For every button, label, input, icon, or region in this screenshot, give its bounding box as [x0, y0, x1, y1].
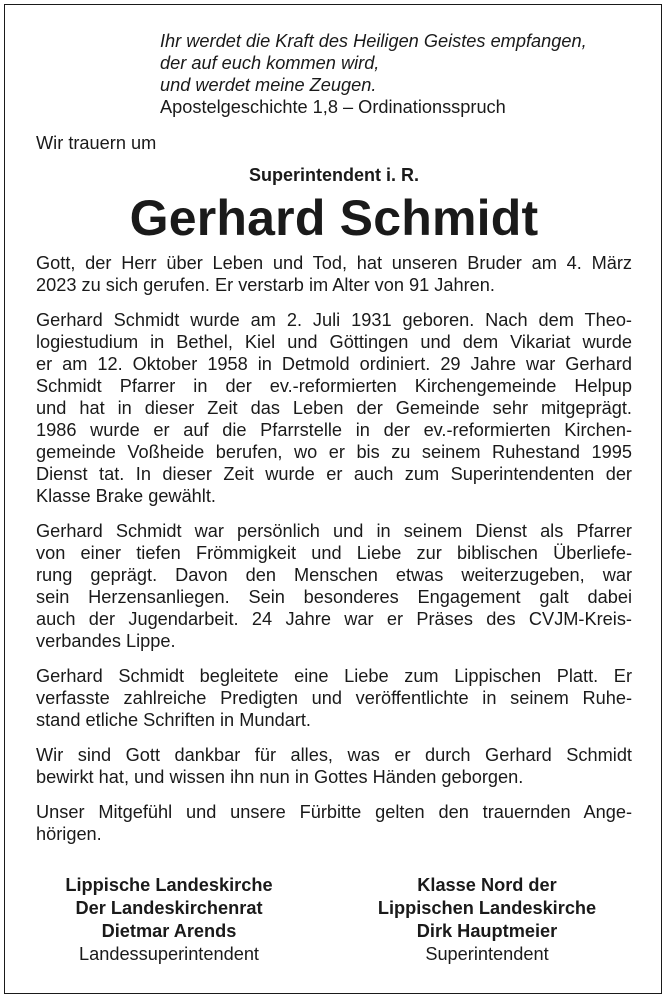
text-line: bewirkt hat, und wissen ihn nun in Gottes Händen geborgen. — [36, 767, 524, 787]
text-line: von einer tiefen Frömmigkeit und Liebe zur biblischen Überliefe- — [36, 543, 632, 563]
paragraph — [36, 665, 632, 731]
text-line: Wir sind Gott dankbar für alles, was er durch Gerhard Schmidt — [36, 745, 632, 765]
signature-org: Klasse Nord der — [417, 875, 557, 895]
text-line: Dienst tat. In dieser Zeit wurde er auch zum Superintendenten der — [36, 464, 632, 484]
text-line: hörigen. — [36, 824, 102, 844]
deceased-name: Gerhard Schmidt — [129, 190, 539, 246]
text-line: er am 12. Oktober 1958 in Detmold ordiniert. 29 Jahre war Gerhard — [36, 354, 632, 374]
signature-role: Superintendent — [425, 944, 549, 964]
text-line: Gerhard Schmidt begleitete eine Liebe zum Lippischen Platt. Er — [36, 666, 632, 686]
signature-role: Landessuperintendent — [78, 944, 259, 964]
text-line: sein Herzensanliegen. Sein besonderes Engagement galt dabei — [36, 587, 632, 607]
signature-org: Lippische Landeskirche — [65, 875, 273, 895]
text-line: 1986 wurde er auf die Pfarrstelle in der ev.-reformierten Kirchen- — [36, 420, 632, 440]
verse-line: und werdet meine Zeugen. — [160, 75, 377, 95]
signature-person: Dirk Hauptmeier — [416, 921, 558, 941]
verse-line: der auf euch kommen wird, — [160, 53, 380, 73]
signature-org: Lippischen Landeskirche — [377, 898, 597, 918]
signatures — [36, 874, 632, 966]
deceased-title: Superintendent i. R. — [248, 165, 419, 185]
text-line: Gott, der Herr über Leben und Tod, hat unseren Bruder am 4. März — [36, 253, 632, 273]
text-line: 2023 zu sich gerufen. Er verstarb im Alter von 91 Jahren. — [36, 275, 495, 295]
text-line: rung geprägt. Davon den Menschen etwas weiterzugeben, war — [36, 565, 632, 585]
paragraph — [36, 520, 632, 652]
obituary-notice — [36, 30, 632, 858]
paragraph — [36, 309, 632, 507]
verse-source: Apostelgeschichte 1,8 – Ordinationsspruch — [160, 97, 506, 117]
signature-org: Der Landeskirchenrat — [75, 898, 263, 918]
text-line: Klasse Brake gewählt. — [36, 486, 216, 506]
verse-line: Ihr werdet die Kraft des Heiligen Geistes empfangen, — [160, 31, 587, 51]
intro-text: Wir trauern um — [36, 133, 157, 153]
text-line: gemeinde Voßheide berufen, wo er bis zu seinem Ruhestand 1995 — [36, 442, 632, 462]
text-line: stand etliche Schriften in Mundart. — [36, 710, 311, 730]
paragraph — [36, 252, 632, 296]
signature-right — [342, 874, 632, 966]
paragraph — [36, 744, 632, 788]
text-line: und hat in dieser Zeit das Leben der Gemeinde sehr mitgeprägt. — [36, 398, 632, 418]
signature-left — [34, 874, 304, 966]
signature-person: Dietmar Arends — [101, 921, 237, 941]
text-line: logiestudium in Bethel, Kiel und Göttingen und dem Vikariat wurde — [36, 332, 632, 352]
text-line: Gerhard Schmidt wurde am 2. Juli 1931 geboren. Nach dem Theo- — [36, 310, 632, 330]
paragraph — [36, 801, 632, 845]
text-line: verbandes Lippe. — [36, 631, 176, 651]
text-line: Schmidt Pfarrer in der ev.-reformierten Kirchengemeinde Helpup — [36, 376, 632, 396]
text-line: verfasste zahlreiche Predigten und veröffentlichte in seinem Ruhe- — [36, 688, 632, 708]
bible-verse — [160, 30, 632, 118]
text-line: auch der Jugendarbeit. 24 Jahre war er Präses des CVJM-Kreis- — [36, 609, 632, 629]
obituary-body — [36, 252, 632, 845]
text-line: Unser Mitgefühl und unsere Fürbitte gelten den trauernden Ange- — [36, 802, 632, 822]
text-line: Gerhard Schmidt war persönlich und in seinem Dienst als Pfarrer — [36, 521, 632, 541]
